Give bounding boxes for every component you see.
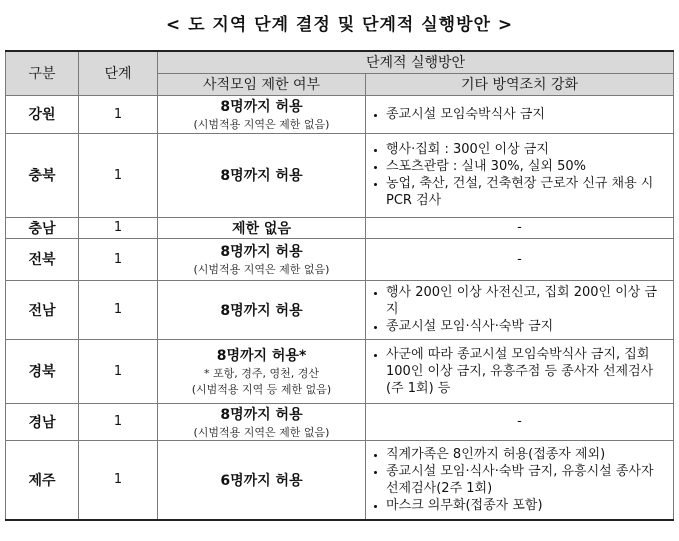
measures-cell: - xyxy=(366,238,674,280)
header-region: 구분 xyxy=(6,51,79,95)
gathering-limit-cell xyxy=(158,403,366,440)
stage-cell: 1 xyxy=(79,217,158,238)
measures-cell xyxy=(366,440,674,520)
gathering-limit-cell xyxy=(158,339,366,403)
gathering-limit-cell xyxy=(158,238,366,280)
measure-item: • 행사·집회 : 300인 이상 금지 xyxy=(386,141,669,158)
gathering-limit: 제한 없음 xyxy=(232,220,291,237)
gathering-limit: 8명까지 허용* xyxy=(216,348,307,364)
stage-cell: 1 xyxy=(79,339,158,403)
region-table xyxy=(5,50,674,521)
page-title: < 도 지역 단계 결정 및 단계적 실행방안 > xyxy=(165,15,514,35)
header-stage: 단계 xyxy=(79,51,158,95)
measure-item: • 행사 200인 이상 사전신고, 집회 200인 이상 금지 xyxy=(386,284,669,318)
header-other: 기타 방역조치 강화 xyxy=(366,73,674,95)
table-row xyxy=(6,95,674,133)
region-cell: 강원 xyxy=(6,95,79,133)
region-cell: 충북 xyxy=(6,133,79,217)
stage-cell: 1 xyxy=(79,440,158,520)
gathering-note: (시범적용 지역은 제한 없음) xyxy=(193,263,330,276)
measures-cell xyxy=(366,133,674,217)
measures-cell xyxy=(366,339,674,403)
gathering-limit: 8명까지 허용 xyxy=(220,244,303,260)
gathering-note-2: (시범적용 지역 등 제한 없음) xyxy=(191,383,332,396)
gathering-limit: 8명까지 허용 xyxy=(220,168,303,184)
gathering-limit: 6명까지 허용 xyxy=(220,472,303,489)
table-row xyxy=(6,403,674,440)
gathering-note: (시범적용 지역은 제한 없음) xyxy=(193,118,330,131)
measure-item: • 종교시설 모임·식사·숙박 금지, 유흥시설 종사자 선제검사(2주 1회) xyxy=(386,463,669,497)
measures-cell xyxy=(366,95,674,133)
header-plan: 단계적 실행방안 xyxy=(158,51,674,73)
table-row xyxy=(6,238,674,280)
measure-item: • 종교시설 모임숙박식사 금지 xyxy=(386,106,669,123)
measure-item: • 농업, 축산, 건설, 건축현장 근로자 신규 채용 시 PCR 검사 xyxy=(386,175,669,209)
gathering-limit: 8명까지 허용 xyxy=(220,302,303,319)
measure-item: • 종교시설 모임·식사·숙박 금지 xyxy=(386,318,669,335)
measure-item: • 사군에 따라 종교시설 모임숙박식사 금지, 집회 100인 이상 금지, 유흥주점 등 종사자 선제검사(주 1회) 등 xyxy=(386,346,669,397)
measures-cell: - xyxy=(366,217,674,238)
gathering-limit-cell xyxy=(158,133,366,217)
table-row xyxy=(6,280,674,339)
stage-cell: 1 xyxy=(79,280,158,339)
measure-item: • 직계가족은 8인까지 허용(접종자 제외) xyxy=(386,446,669,463)
region-cell: 제주 xyxy=(6,440,79,520)
measure-item: • 스포츠관람 : 실내 30%, 실외 50% xyxy=(386,158,669,175)
region-cell: 경북 xyxy=(6,339,79,403)
table-row xyxy=(6,339,674,403)
measures-cell: - xyxy=(366,403,674,440)
region-cell: 전북 xyxy=(6,238,79,280)
gathering-note: (시범적용 지역은 제한 없음) xyxy=(193,425,330,439)
gathering-limit-cell xyxy=(158,217,366,238)
stage-cell: 1 xyxy=(79,95,158,133)
region-cell: 경남 xyxy=(6,403,79,440)
stage-cell: 1 xyxy=(79,238,158,280)
measure-item: • 마스크 의무화(접종자 포함) xyxy=(386,497,669,514)
table-row xyxy=(6,133,674,217)
gathering-limit: 8명까지 허용 xyxy=(220,406,303,423)
measures-cell xyxy=(366,280,674,339)
table-row xyxy=(6,217,674,238)
gathering-limit-cell xyxy=(158,95,366,133)
gathering-note: * 포항, 경주, 영천, 경산 xyxy=(204,367,319,380)
stage-cell: 1 xyxy=(79,403,158,440)
gathering-limit-cell xyxy=(158,280,366,339)
table-row xyxy=(6,440,674,520)
gathering-limit: 8명까지 허용 xyxy=(220,99,303,115)
gathering-limit-cell xyxy=(158,440,366,520)
region-cell: 충남 xyxy=(6,217,79,238)
header-gathering: 사적모임 제한 여부 xyxy=(158,73,366,95)
stage-cell: 1 xyxy=(79,133,158,217)
region-cell: 전남 xyxy=(6,280,79,339)
